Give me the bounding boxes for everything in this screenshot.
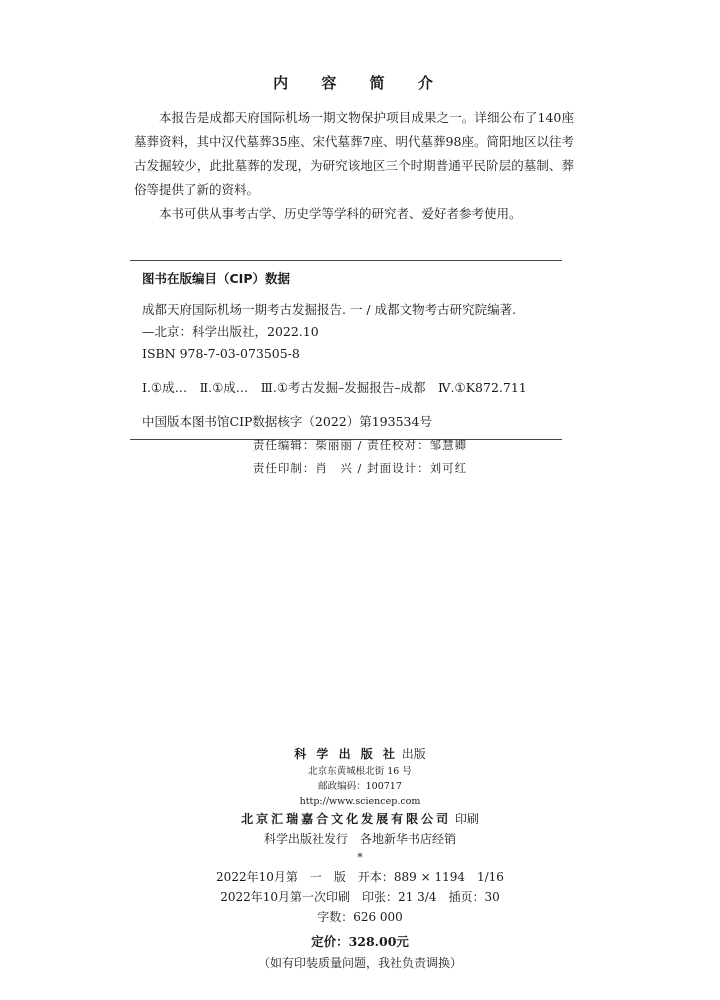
publisher-suffix: 出版	[401, 747, 426, 761]
intro-paragraph-2: 本书可供从事考古学、历史学等学科的研究者、爱好者参考使用。	[159, 206, 522, 221]
publisher-address: 北京东黄城根北街 16 号	[308, 766, 412, 777]
cip-block	[130, 260, 562, 440]
word-count: 字数：626 000	[317, 910, 403, 924]
distribution: 科学出版社发行 各地新华书店经销	[263, 832, 456, 846]
publisher-name: 科 学 出 版 社	[294, 747, 398, 761]
postcode: 邮政编码：100717	[318, 781, 402, 792]
publisher-url: http://www.sciencep.com	[299, 796, 421, 807]
cip-heading: 图书在版编目（CIP）数据	[142, 271, 290, 286]
quality-notice: （如有印装质量问题，我社负责调换）	[257, 956, 462, 970]
cip-publisher-line: —北京：科学出版社，2022.10	[142, 324, 319, 339]
intro-paragraph-1: 本报告是成都天府国际机场一期文物保护项目成果之一。详细公布了140座墓葬资料，其中汉代墓葬35座、宋代墓葬7座、明代墓葬98座。简阳地区以往考古发掘较少，此批墓葬的发现，为研究该地区三个时期普通平民阶层的墓制、葬俗等提供了新的资料。	[134, 110, 574, 197]
printer-name: 北京汇瑞嘉合文化发展有限公司	[241, 812, 452, 826]
printer-suffix: 印刷	[454, 812, 479, 826]
credits-line-1: 责任编辑：柴丽丽 / 责任校对：邹慧卿	[252, 438, 468, 452]
colophon	[0, 744, 720, 973]
editorial-credits	[0, 434, 720, 480]
intro-title: 内 容 简 介	[273, 74, 447, 92]
cip-isbn: ISBN 978-7-03-073505-8	[142, 346, 300, 361]
printing-info: 2022年10月第一次印刷 印张：21 3/4 插页：30	[220, 890, 500, 904]
intro-section	[134, 106, 574, 226]
price: 定价：328.00元	[311, 934, 409, 949]
cip-record-number: 中国版本图书馆CIP数据核字（2022）第193534号	[142, 414, 432, 429]
cip-classification: Ⅰ.①成… Ⅱ.①成… Ⅲ.①考古发掘–发掘报告–成都 Ⅳ.①K872.711	[142, 380, 527, 395]
credits-line-2: 责任印制：肖 兴 / 封面设计：刘可红	[252, 461, 468, 475]
separator-star: *	[357, 851, 363, 864]
edition-info: 2022年10月第 一 版 开本：889 × 1194 1/16	[216, 870, 504, 884]
cip-title-line: 成都天府国际机场一期考古发掘报告. 一 / 成都文物考古研究院编著.	[142, 302, 517, 317]
